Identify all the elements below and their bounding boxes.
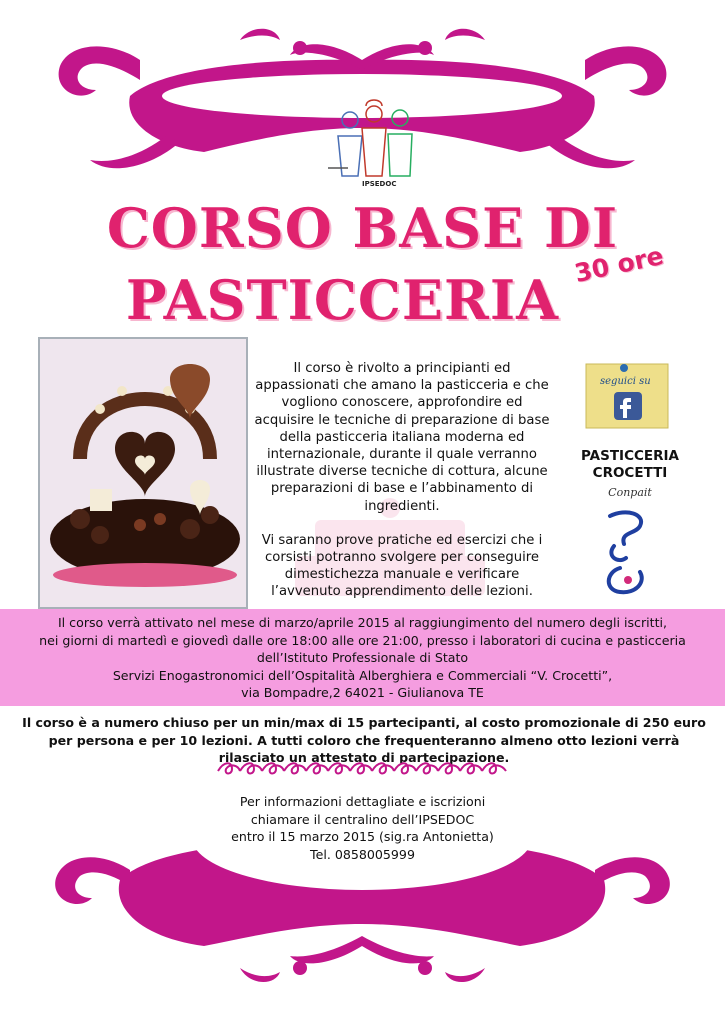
band-line-5: via Bompadre,2 64021 - Giulianova TE — [241, 685, 484, 700]
contact-info — [0, 793, 725, 863]
chocolate-basket-photo — [38, 337, 248, 609]
intro-paragraph-1: Il corso è rivolto a principianti ed appassionati che amano la pasticceria e che vogliono conoscere, approfondire ed acquisire le tecniche di preparazione di base della pasticceria italiana moderna ed internazionale, durante il quale verranno illustrate diverse tecniche di cottura, alcune preparazioni di base e l’abbinamento di ingredienti. — [254, 361, 550, 514]
intro-paragraph-2: Vi saranno prove pratiche ed esercizi che i corsisti potranno svolgere per conseguire dimestichezza manuale e verificare l’avvenuto apprendimento delle lezioni. — [261, 532, 543, 600]
brand-line-1: PASTICCERIA — [581, 448, 679, 464]
schedule-info — [0, 614, 725, 702]
contact-phone: Tel. 0858005999 — [310, 846, 415, 862]
band-line-2: nei giorni di martedì e giovedì dalle ore 18:00 alle ore 21:00, presso i laboratori di cucina e pasticceria — [39, 632, 686, 648]
brand-logo — [596, 506, 660, 598]
social-label: seguici su — [600, 376, 651, 387]
contact-line-1: Per informazioni dettagliate e iscrizioni — [239, 794, 486, 809]
facebook-icon — [614, 392, 642, 420]
brand-subtitle: Conpait — [608, 486, 652, 499]
facebook-follow-card — [584, 360, 672, 432]
course-description — [250, 360, 554, 618]
band-line-4: Servizi Enogastronomici dell’Ospitalità Alberghiera e Commerciali “V. Crocetti”, — [112, 667, 613, 683]
title-line-2: PASTICCERIA — [125, 268, 560, 332]
school-logo — [318, 98, 430, 190]
contact-line-3: entro il 15 marzo 2015 (sig.ra Antonietta) — [231, 829, 494, 844]
hours-badge: 30 ore — [571, 240, 667, 289]
brand-line-2: CROCETTI — [592, 465, 668, 481]
school-logo-text: IPSEDOC — [362, 180, 397, 188]
band-line-1: Il corso verrà attivato nel mese di marzo/aprile 2015 al raggiungimento del numero degli iscritti, — [57, 615, 668, 630]
decorative-divider — [214, 759, 510, 777]
title-line-1: CORSO BASE DI — [106, 196, 619, 260]
band-line-3: dell’Istituto Professionale di Stato — [256, 650, 469, 665]
contact-line-2: chiamare il centralino dell’IPSEDOC — [250, 811, 475, 827]
course-terms: Il corso è a numero chiuso per un min/max di 15 partecipanti, al costo promozionale di 250 euro per persona e per 10 lezioni. A tutti coloro che frequenteranno almeno otto lezioni verrà rilasciato un attestato di partecipazione. — [22, 715, 706, 765]
brand-name — [565, 448, 695, 482]
